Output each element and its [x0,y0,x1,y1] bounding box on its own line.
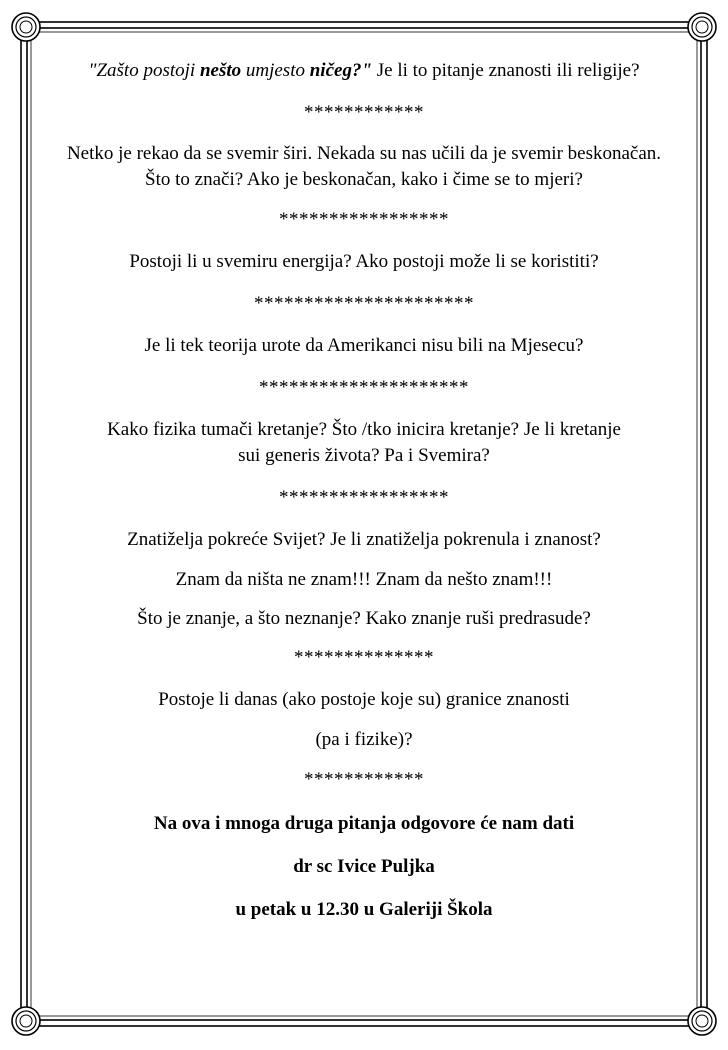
question-9-line-2: (pa i fizike)? [315,729,413,750]
question-3: Postoji li u svemiru energija? Ako postoji može li se koristiti? [129,251,599,272]
q1-bold-1: nešto [199,60,242,81]
question-1 [50,58,678,84]
announcement-line-1: Na ova i mnoga druga pitanja odgovore će nam dati [153,813,575,834]
announcement-speaker: dr sc Ivice Puljka [293,856,435,877]
separator-4: ********************* [259,377,469,398]
q1-normal: Je li to pitanje znanosti ili religije? [372,60,640,81]
question-4: Je li tek teorija urote da Amerikanci nisu bili na Mjesecu? [144,335,584,356]
separator-3: ********************** [254,293,474,314]
question-6: Znatiželja pokreće Svijet? Je li znatiželja pokrenula i znanost? [127,529,601,550]
q1-italic-1: "Zašto postoji [88,60,200,81]
q1-italic-2: umjesto [241,60,310,81]
flyer-content [50,58,678,923]
separator-5: ***************** [279,487,449,508]
announcement-time-place: u petak u 12.30 u Galeriji Škola [235,899,493,920]
question-7: Znam da ništa ne znam!!! Znam da nešto znam!!! [175,569,553,590]
corner-ornament-top-right [688,13,716,41]
question-2: Netko je rekao da se svemir širi. Nekada su nas učili da je svemir beskonačan. Što to znači? Ako je beskonačan, kako i čime se to mjeri? [66,143,662,190]
corner-ornament-bottom-right [688,1007,716,1035]
separator-2: ***************** [279,209,449,230]
question-9-line-1: Postoje li danas (ako postoje koje su) granice znanosti [158,689,570,710]
question-8: Što je znanje, a što neznanje? Kako znanje ruši predrasude? [137,608,591,629]
corner-ornament-top-left [12,13,40,41]
separator-1: ************ [304,102,424,123]
corner-ornament-bottom-left [12,1007,40,1035]
q1-bold-2: ničeg?" [309,60,372,81]
question-5: Kako fizika tumači kretanje? Što /tko inicira kretanje? Je li kretanje sui generis života? Pa i Svemira? [107,419,621,466]
separator-7: ************ [304,769,424,790]
separator-6: ************** [294,647,434,668]
